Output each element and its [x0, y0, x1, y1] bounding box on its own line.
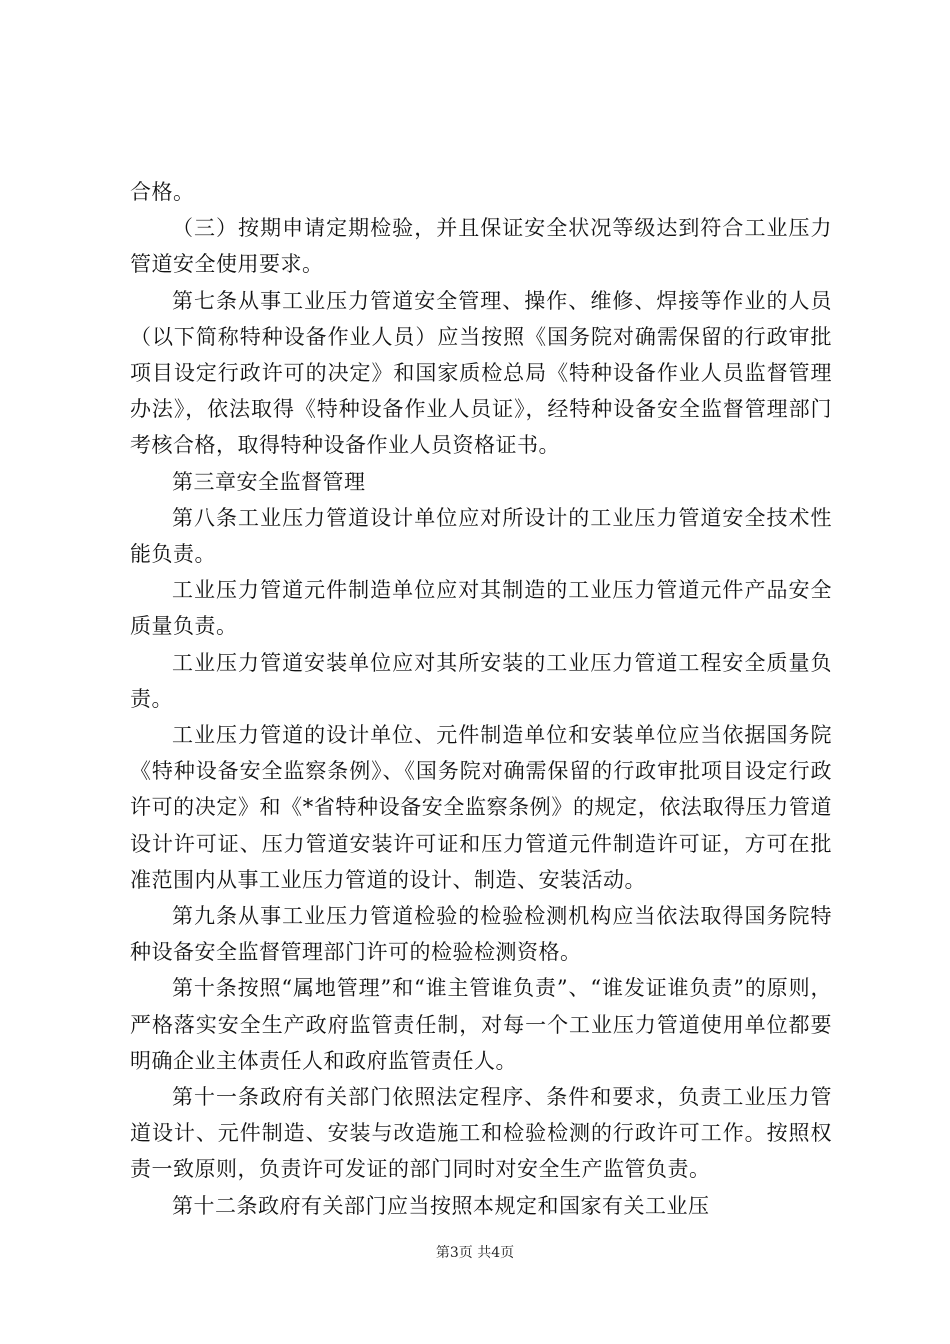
paragraph-9: 第九条从事工业压力管道检验的检验检测机构应当依法取得国务院特种设备安全监督管理部门许可的检验检测资格。	[130, 904, 832, 965]
paragraph-11: 第十一条政府有关部门依照法定程序、条件和要求，负责工业压力管道设计、元件制造、安装与改造施工和检验检测的行政许可工作。按照权责一致原则，负责许可发证的部门同时对安全生产监管负责。	[130, 1085, 832, 1182]
paragraph-5: 第八条工业压力管道设计单位应对所设计的工业压力管道安全技术性能负责。	[130, 505, 832, 567]
paragraph-10: 第十条按照“属地管理”和“谁主管谁负责”、“谁发证谁负责”的原则，严格落实安全生产政府监管责任制，对每一个工业压力管道使用单位都要明确企业主体责任人和政府监管责任人。	[130, 976, 832, 1073]
paragraph-3: 第七条从事工业压力管道安全管理、操作、维修、焊接等作业的人员（以下简称特种设备作业人员）应当按照《国务院对确需保留的行政审批项目设定行政许可的决定》和国家质检总局《特种设备作业人员监督管理办法》，依法取得《特种设备作业人员证》，经特种设备安全监督管理部门考核合格，取得特种设备作业人员资格证书。	[130, 288, 832, 458]
chapter-heading: 第三章安全监督管理	[172, 469, 366, 494]
document-body	[130, 174, 832, 1224]
page-number-footer: 第3页 共4页	[435, 1245, 515, 1261]
paragraph-1: 合格。	[130, 180, 195, 204]
paragraph-2: （三）按期申请定期检验，并且保证安全状况等级达到符合工业压力管道安全使用要求。	[130, 216, 832, 277]
paragraph-7: 工业压力管道安装单位应对其所安装的工业压力管道工程安全质量负责。	[130, 650, 832, 711]
paragraph-6: 工业压力管道元件制造单位应对其制造的工业压力管道元件产品安全质量负责。	[130, 578, 832, 639]
paragraph-12: 第十二条政府有关部门应当按照本规定和国家有关工业压	[172, 1193, 710, 1218]
paragraph-8: 工业压力管道的设计单位、元件制造单位和安装单位应当依据国务院《特种设备安全监察条例》、《国务院对确需保留的行政审批项目设定行政许可的决定》和《*省特种设备安全监察条例》的规定，依法取得压力管道设计许可证、压力管道安装许可证和压力管道元件制造许可证，方可在批准范围内从事工业压力管道的设计、制造、安装活动。	[130, 723, 832, 892]
